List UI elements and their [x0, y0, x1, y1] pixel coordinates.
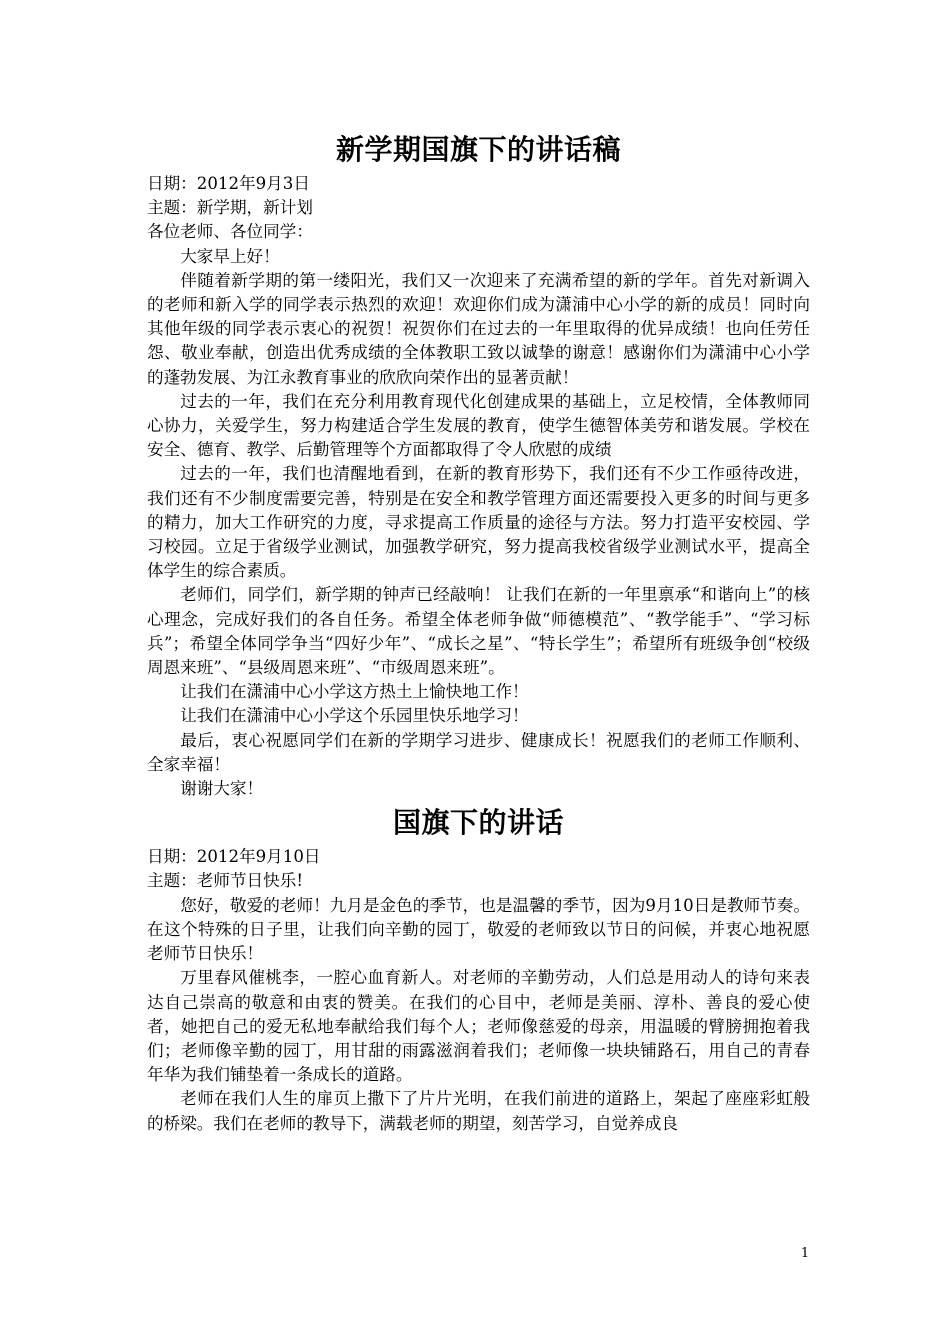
document-body [147, 128, 810, 1136]
speech-salutation: 各位老师、各位同学： [147, 222, 313, 242]
paragraph: 最后，衷心祝愿同学们在新的学期学习进步、健康成长！祝愿我们的老师工作顺利、全家幸福！ [147, 730, 810, 774]
paragraph: 谢谢大家！ [180, 779, 264, 799]
paragraph: 老师们，同学们，新学期的钟声已经敲响！ 让我们在新的一年里禀承“和谐向上”的核心理念，完成好我们的各自任务。希望全体老师争做“师德模范”、“教学能手”、“学习标兵”；希望全体同学争当“四好少年”、“成长之星”、“特长学生”；希望所有班级争创“校级周恩来班”、“县级周恩来班”、“市级周恩来班”。 [147, 585, 810, 678]
paragraph: 万里春风催桃李，一腔心血育新人。对老师的辛勤劳动，人们总是用动人的诗句来表达自己崇高的敬意和由衷的赞美。在我们的心目中，老师是美丽、淳朴、善良的爱心使者，她把自己的爱无私地奉献给我们每个人；老师像慈爱的母亲，用温暖的臂膀拥抱着我们；老师像辛勤的园丁，用甘甜的雨露滋润着我们；老师像一块块铺路石，用自己的青春年华为我们铺垫着一条成长的道路。 [147, 968, 810, 1085]
speech-title-2: 国旗下的讲话 [392, 806, 564, 840]
paragraph: 大家早上好！ [180, 246, 280, 266]
speech-topic-1: 主题：新学期，新计划 [147, 198, 313, 218]
page-number: 1 [800, 1246, 810, 1261]
paragraph: 老师在我们人生的扉页上撒下了片片光明，在我们前进的道路上，架起了座座彩虹般的桥梁。我们在老师的教导下，满载老师的期望，刻苦学习，自觉养成良 [147, 1089, 810, 1133]
paragraph: 伴随着新学期的第一缕阳光，我们又一次迎来了充满希望的新的学年。首先对新调入的老师和新入学的同学表示热烈的欢迎！欢迎你们成为潇浦中心小学的新的成员！同时向其他年级的同学表示衷心的祝贺！祝贺你们在过去的一年里取得的优异成绩！也向任劳任怨、敬业奉献，创造出优秀成绩的全体教职工致以诚挚的谢意！感谢你们为潇浦中心小学的蓬勃发展、为江永教育事业的欣欣向荣作出的显著贡献！ [147, 270, 810, 387]
speech-date-2: 日期：2012年9月10日 [147, 847, 321, 867]
paragraph: 您好，敬爱的老师！九月是金色的季节，也是温馨的季节，因为9月10日是教师节奏。在这个特殊的日子里，让我们向辛勤的园丁，敬爱的老师致以节日的问候，并衷心地祝愿老师节日快乐！ [147, 895, 810, 964]
speech-topic-2: 主题：老师节日快乐! [147, 871, 304, 891]
paragraph: 过去的一年，我们在充分利用教育现代化创建成果的基础上，立足校情，全体教师同心协力，关爱学生，努力构建适合学生发展的教育，使学生德智体美劳和谐发展。学校在安全、德育、教学、后勤管理等个方面都取得了令人欣慰的成绩 [147, 391, 810, 460]
paragraph: 让我们在潇浦中心小学这个乐园里快乐地学习！ [180, 706, 529, 726]
speech-date-1: 日期：2012年9月3日 [147, 174, 310, 193]
paragraph: 让我们在潇浦中心小学这方热土上愉快地工作！ [180, 682, 529, 702]
speech-title-1: 新学期国旗下的讲话稿 [335, 133, 621, 166]
paragraph: 过去的一年，我们也清醒地看到，在新的教育形势下，我们还有不少工作亟待改进，我们还有不少制度需要完善，特别是在安全和教学管理方面还需要投入更多的时间与更多的精力，加大工作研究的力度，寻求提高工作质量的途径与方法。努力打造平安校园、学习校园。立足于省级学业测试，加强教学研究，努力提高我校省级学业测试水平，提高全体学生的综合素质。 [147, 464, 810, 581]
